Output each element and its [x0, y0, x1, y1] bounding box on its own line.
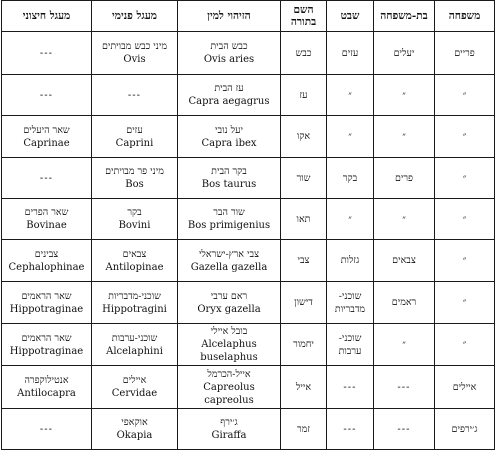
- table-cell: [435, 75, 495, 116]
- table-cell: [2, 158, 92, 199]
- empty-dash: ---: [343, 381, 357, 393]
- hebrew-name: בקר הבית: [211, 166, 247, 177]
- table-cell: [178, 324, 281, 366]
- table-cell: [92, 366, 178, 409]
- hebrew-name: שוכני-: [338, 290, 362, 302]
- table-cell: [92, 282, 178, 324]
- empty-dash: ---: [39, 172, 54, 184]
- table-cell: [374, 324, 435, 366]
- latin-name: Capra ibex: [201, 137, 257, 149]
- hebrew-name: שאר הפרים: [24, 207, 69, 218]
- hebrew-name: עזים: [341, 47, 359, 59]
- table-cell: [2, 282, 92, 324]
- table-cell: [2, 240, 92, 282]
- table-row: [2, 116, 495, 158]
- table-cell: [435, 158, 495, 199]
- table-cell: [435, 32, 495, 75]
- table-cell: [327, 116, 374, 158]
- table-cell: [435, 199, 495, 240]
- table-cell: [281, 199, 327, 240]
- table-cell: [178, 282, 281, 324]
- latin-name: Hippotraginae: [9, 345, 84, 357]
- latin-name: Hippotragini: [102, 303, 167, 315]
- table-cell: [281, 116, 327, 158]
- table-cell: [92, 158, 178, 199]
- table-row: [2, 282, 495, 324]
- latin-name: Capreolus capreolus: [203, 381, 255, 406]
- latin-name: Bovinae: [26, 220, 67, 231]
- hebrew-name: ״: [402, 131, 406, 142]
- table-cell: [92, 409, 178, 450]
- hebrew-name: שאר הראמים: [21, 332, 72, 344]
- hebrew-name: כבש: [295, 47, 312, 59]
- table-cell: [374, 366, 435, 409]
- empty-dash: ---: [397, 423, 411, 435]
- hebrew-name: ״: [462, 213, 467, 225]
- table-cell: [2, 199, 92, 240]
- hebrew-name: ״: [462, 255, 467, 266]
- table-cell: [374, 240, 435, 282]
- hebrew-name: עז: [299, 89, 308, 101]
- table-cell: [327, 282, 374, 324]
- hebrew-name-line2: מדבריות: [334, 303, 366, 315]
- table-cell: [178, 75, 281, 116]
- hebrew-name: צבינים: [34, 248, 59, 260]
- table-cell: [435, 240, 495, 282]
- table-cell: [178, 366, 281, 409]
- latin-name: Alcelaphini: [106, 345, 163, 357]
- latin-name: Alcelaphus buselaphus: [200, 339, 258, 363]
- table-cell: [327, 75, 374, 116]
- hebrew-name: מיני כבש מבויתים: [101, 41, 168, 52]
- table-cell: [92, 324, 178, 366]
- latin-name: Hippotraginae: [9, 303, 84, 315]
- hebrew-name: ״: [402, 89, 406, 101]
- hebrew-name: ״: [462, 297, 467, 308]
- table-cell: [374, 75, 435, 116]
- taxonomy-table: [1, 0, 495, 450]
- hebrew-name: יעל נובי: [215, 124, 243, 136]
- hebrew-name: פרים: [394, 172, 414, 184]
- table-cell: [281, 32, 327, 75]
- hebrew-name: אוקאפי: [121, 417, 148, 428]
- hebrew-name: אייל: [295, 381, 312, 393]
- hebrew-name: פריים: [454, 47, 475, 59]
- empty-dash: ---: [343, 423, 357, 435]
- table-cell: [281, 409, 327, 450]
- latin-name: Caprini: [115, 137, 154, 149]
- latin-name: Giraffa: [211, 430, 247, 441]
- table-cell: [435, 409, 495, 450]
- hebrew-name: יחמור: [293, 339, 314, 350]
- hebrew-name: ראם ערבי: [210, 290, 248, 302]
- table-body: [2, 32, 495, 450]
- hebrew-name-line2: ערבות: [338, 345, 362, 357]
- hebrew-name: בקר: [342, 172, 358, 184]
- hebrew-name: ״: [462, 339, 467, 350]
- empty-dash: ---: [39, 423, 54, 435]
- table-cell: [281, 324, 327, 366]
- empty-dash: ---: [397, 381, 411, 393]
- table-row: [2, 409, 495, 450]
- table-cell: [2, 324, 92, 366]
- table-cell: [178, 240, 281, 282]
- hebrew-name: ״: [462, 172, 467, 184]
- hebrew-name: יעלים: [393, 47, 415, 59]
- table-cell: [178, 116, 281, 158]
- hebrew-name: שאר היעלים: [23, 124, 70, 136]
- hebrew-name: גזלות: [340, 255, 360, 266]
- table-row: [2, 158, 495, 199]
- table-cell: [435, 366, 495, 409]
- hebrew-name: דישון: [294, 297, 313, 308]
- header-family: משפחה: [435, 1, 495, 32]
- table-cell: [178, 199, 281, 240]
- table-cell: [178, 409, 281, 450]
- hebrew-name: כבש הבית: [210, 41, 248, 52]
- hebrew-name: שור: [296, 172, 311, 184]
- hebrew-name: צבאים: [392, 255, 416, 266]
- hebrew-name: ג׳ירף: [220, 417, 238, 428]
- latin-name: Bos: [125, 179, 144, 190]
- hebrew-name: צבאים: [122, 248, 147, 260]
- hebrew-name: תאו: [296, 213, 311, 225]
- table-cell: [178, 158, 281, 199]
- hebrew-name: אנטילוקפרה: [24, 375, 69, 386]
- table-cell: [92, 240, 178, 282]
- header-inner-circle: מעגל פנימי: [92, 1, 178, 32]
- table-row: [2, 240, 495, 282]
- hebrew-name: ״: [462, 89, 467, 101]
- latin-name: Antilocapra: [17, 388, 76, 399]
- header-torah-name: השם בתורה: [281, 1, 327, 32]
- table-cell: [2, 116, 92, 158]
- table-cell: [281, 366, 327, 409]
- latin-name: Cervidae: [111, 388, 158, 399]
- latin-name: Caprinae: [23, 137, 70, 149]
- hebrew-name: ״: [348, 131, 352, 142]
- hebrew-name: שוכני-מדבריות: [108, 290, 161, 302]
- hebrew-name: עזים: [126, 124, 143, 136]
- header-outer-circle: מעגל חיצוני: [2, 1, 92, 32]
- table-row: [2, 199, 495, 240]
- empty-dash: ---: [39, 89, 54, 101]
- table-cell: [2, 409, 92, 450]
- header-species-identification: הזיהוי למין: [178, 1, 281, 32]
- header-tribe: שבט: [327, 1, 374, 32]
- table-row: [2, 75, 495, 116]
- table-cell: [92, 32, 178, 75]
- hebrew-name: מיני פר מבויתים: [105, 166, 164, 177]
- table-cell: [2, 32, 92, 75]
- table-cell: [2, 366, 92, 409]
- latin-name: Oryx gazella: [197, 303, 261, 315]
- hebrew-name: ״: [462, 131, 467, 142]
- hebrew-name: עז הבית: [214, 83, 244, 94]
- latin-name: Ovis aries: [203, 54, 255, 65]
- latin-name: Gazella gazella: [190, 261, 268, 273]
- table-cell: [92, 116, 178, 158]
- table-cell: [374, 32, 435, 75]
- hebrew-name: איילים: [452, 381, 477, 393]
- hebrew-name: בובל איילי: [210, 326, 248, 337]
- table-cell: [435, 324, 495, 366]
- table-row: [2, 324, 495, 366]
- table-cell: [435, 282, 495, 324]
- hebrew-name: ג׳ירפים: [451, 423, 478, 435]
- table-row: [2, 32, 495, 75]
- table-cell: [435, 116, 495, 158]
- table-cell: [327, 409, 374, 450]
- hebrew-name: שאר הראמים: [21, 290, 72, 302]
- table-cell: [281, 240, 327, 282]
- table-cell: [327, 324, 374, 366]
- latin-name: Okapia: [116, 430, 153, 441]
- table-cell: [374, 158, 435, 199]
- table-cell: [281, 282, 327, 324]
- table-cell: [178, 32, 281, 75]
- hebrew-name: ״: [402, 213, 406, 225]
- latin-name: Antilopinae: [105, 261, 164, 273]
- table-cell: [327, 158, 374, 199]
- hebrew-name: צבי: [297, 255, 310, 266]
- table-cell: [374, 409, 435, 450]
- hebrew-name: ״: [348, 213, 352, 225]
- hebrew-name: זמר: [297, 423, 310, 435]
- header-subfamily: בת-משפחה: [374, 1, 435, 32]
- hebrew-name: ״: [348, 89, 352, 101]
- latin-name: Cephalophinae: [8, 261, 85, 273]
- table-cell: [281, 75, 327, 116]
- hebrew-name: אייל-הכרמל: [207, 368, 251, 380]
- hebrew-name: שוכני-ערבות: [111, 332, 158, 344]
- table-cell: [281, 158, 327, 199]
- hebrew-name: צבי ארץ-ישראלי: [198, 248, 260, 260]
- table-cell: [327, 199, 374, 240]
- hebrew-name: בקר: [127, 207, 142, 218]
- hebrew-name: שור הבר: [213, 207, 245, 218]
- empty-dash: ---: [39, 47, 54, 59]
- latin-name: Capra aegagrus: [188, 96, 270, 107]
- table-row: [2, 366, 495, 409]
- latin-name: Bos taurus: [201, 179, 257, 190]
- empty-dash: ---: [127, 89, 142, 101]
- table-cell: [374, 199, 435, 240]
- table-cell: [327, 32, 374, 75]
- table-cell: [374, 282, 435, 324]
- table-cell: [374, 116, 435, 158]
- latin-name: Bovini: [118, 220, 151, 231]
- hebrew-name: ראמים: [391, 297, 417, 308]
- hebrew-name: איילים: [122, 375, 147, 386]
- table-cell: [92, 75, 178, 116]
- table-cell: [327, 366, 374, 409]
- table-cell: [2, 75, 92, 116]
- table-cell: [327, 240, 374, 282]
- hebrew-name: ״: [402, 339, 406, 350]
- latin-name: Bos primigenius: [187, 220, 271, 231]
- latin-name: Ovis: [123, 54, 146, 65]
- table-cell: [92, 199, 178, 240]
- hebrew-name: שוכני-: [338, 332, 362, 344]
- header-row: [2, 1, 495, 32]
- hebrew-name: אקו: [296, 131, 311, 142]
